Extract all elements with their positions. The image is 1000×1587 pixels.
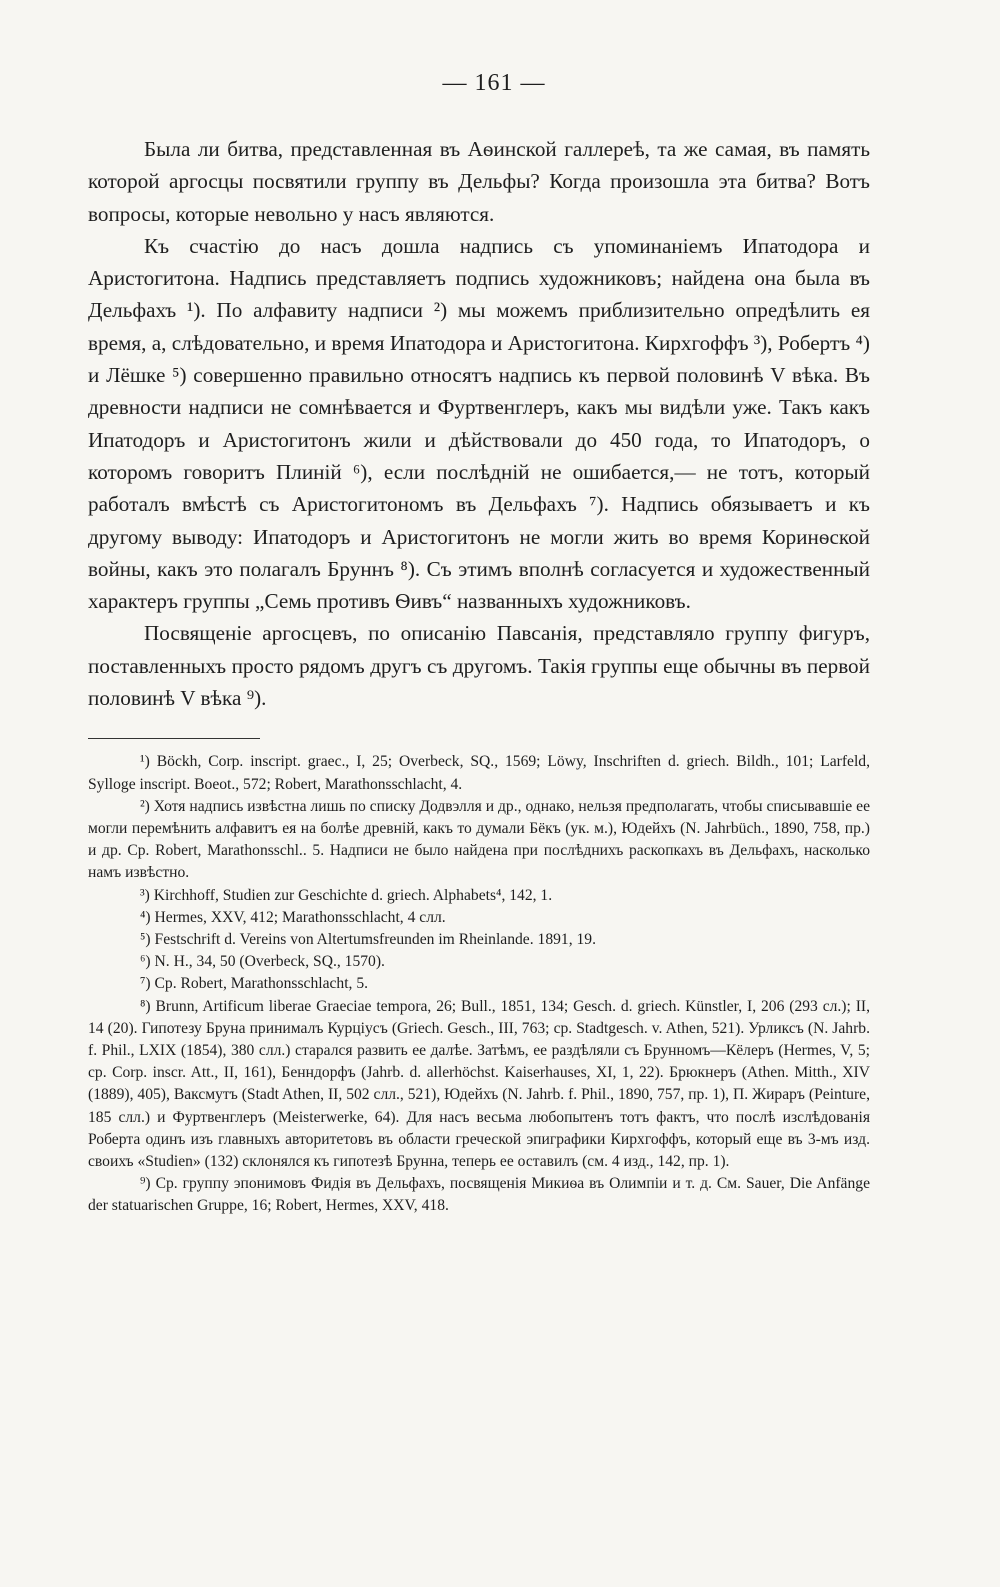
footnote: ²) Хотя надпись извѣстна лишь по списку Додвэлля и др., однако, нельзя предполагать, чтобы списывавшіе ее могли перемѣнить алфавитъ ея на болѣе древній, какъ то думали Бёкъ (ук. м.), Юдейхъ (N. Jahrbüch., 1890, 758, пр.) и др. Ср. Robert, Marathonsschl.. 5. Надписи не было найдена при послѣднихъ раскопкахъ въ Дельфахъ, насколько намъ извѣстно. [88,797,870,882]
footnote: ¹) Böckh, Corp. inscript. graec., I, 25; Overbeck, SQ., 1569; Löwy, Inschriften d. griech. Bildh., 101; Larfeld, Sylloge inscript. Boeot., 572; Robert, Marathonsschlacht, 4. [88,753,870,793]
footnote: ⁹) Ср. группу эпонимовъ Фидія въ Дельфахъ, посвященія Микиѳа въ Олимпіи и т. д. См. Sauer, Die Anfänge der statuarischen Gruppe, 16; Robert, Hermes, XXV, 418. [88,1175,870,1215]
footnote: ⁸) Brunn, Artificum liberae Graeciae tempora, 26; Bull., 1851, 134; Gesch. d. griech. Künstler, I, 206 (293 сл.); II, 14 (20). Гипотезу Бруна принималъ Курціусъ (Griech. Gesch., III, 763; ср. Stadtgesch. v. Athen, 521). Урликсъ (N. Jahrb. f. Phil., LXIX (1854), 380 слл.) старался развить ее далѣе. Затѣмъ, ее раздѣляли съ Брунномъ—Кёлеръ (Hermes, V, 5; ср. Corp. inscr. Att., II, 161), Бенндорфъ (Jahrb. d. allerhöchst. Kaiserhauses, XI, 1, 22). Брюкнеръ (Athen. Mitth., XIV (1889), 405), Ваксмутъ (Stadt Athen, II, 502 слл., 521), Юдейхъ (N. Jahrb. f. Phil., 1890, 757, пр. 1), П. Жираръ (Peinture, 185 слл.) и Фуртвенглеръ (Meisterwerke, 64). Для насъ весьма любопытенъ тотъ фактъ, что послѣ изслѣдованія Роберта одинъ изъ главныхъ авторитетовъ въ области греческой эпиграфики Кирхгоффъ, который еще въ 3-мъ изд. своихъ «Studien» (132) склонялся къ гипотезѣ Брунна, теперь ее оставилъ (см. 4 изд., 142, пр. 1). [88,997,870,1170]
body-paragraph: Къ счастію до насъ дошла надпись съ упоминаніемъ Ипатодора и Аристогитона. Надпись представляетъ подпись художниковъ; найдена она была въ Дельфахъ ¹). По алфавиту надписи ²) мы можемъ приблизительно опредѣлить ея время, а, слѣдовательно, и время Ипатодора и Аристогитона. Кирхгоффъ ³), Робертъ ⁴) и Лёшке ⁵) совершенно правильно относятъ надпись къ первой половинѣ V вѣка. Въ древности надписи не сомнѣвается и Фуртвенглеръ, какъ мы видѣли уже. Такъ какъ Ипатодоръ и Аристогитонъ жили и дѣйствовали до 450 года, то Ипатодоръ, о которомъ говоритъ Плиній ⁶), если послѣдній не ошибается,— не тотъ, который работалъ вмѣстѣ съ Аристогитономъ въ Дельфахъ ⁷). Надпись обязываетъ и къ другому выводу: Ипатодоръ и Аристогитонъ не могли жить во время Коринѳской войны, какъ это полагалъ Бруннъ ⁸). Съ этимъ вполнѣ согласуется и художественный характеръ группы „Семь противъ Ѳивъ“ названныхъ художниковъ. [88,233,870,614]
footnote: ⁴) Hermes, XXV, 412; Marathonsschlacht, 4 слл. [140,908,446,926]
footnote: ⁵) Festschrift d. Vereins von Altertumsfreunden im Rheinlande. 1891, 19. [140,930,596,948]
body-paragraph: Была ли битва, представленная въ Аѳинской галлереѣ, та же самая, въ память которой аргосцы посвятили группу въ Дельфы? Когда произошла эта битва? Вотъ вопросы, которые невольно у насъ являются. [88,137,870,226]
footnotes [88,751,870,1217]
footnote-separator [88,738,260,739]
footnote: ⁶) N. H., 34, 50 (Overbeck, SQ., 1570). [140,953,385,971]
page-number: — 161 — [442,70,546,96]
body-text [88,133,870,714]
footnote: ³) Kirchhoff, Studien zur Geschichte d. griech. Alphabets⁴, 142, 1. [140,886,553,904]
body-paragraph: Посвященіе аргосцевъ, по описанію Павсанія, представляло группу фигуръ, поставленныхъ просто рядомъ другъ съ другомъ. Такія группы еще обычны въ первой половинѣ V вѣка ⁹). [88,621,870,711]
footnote: ⁷) Ср. Robert, Marathonsschlacht, 5. [140,975,369,993]
